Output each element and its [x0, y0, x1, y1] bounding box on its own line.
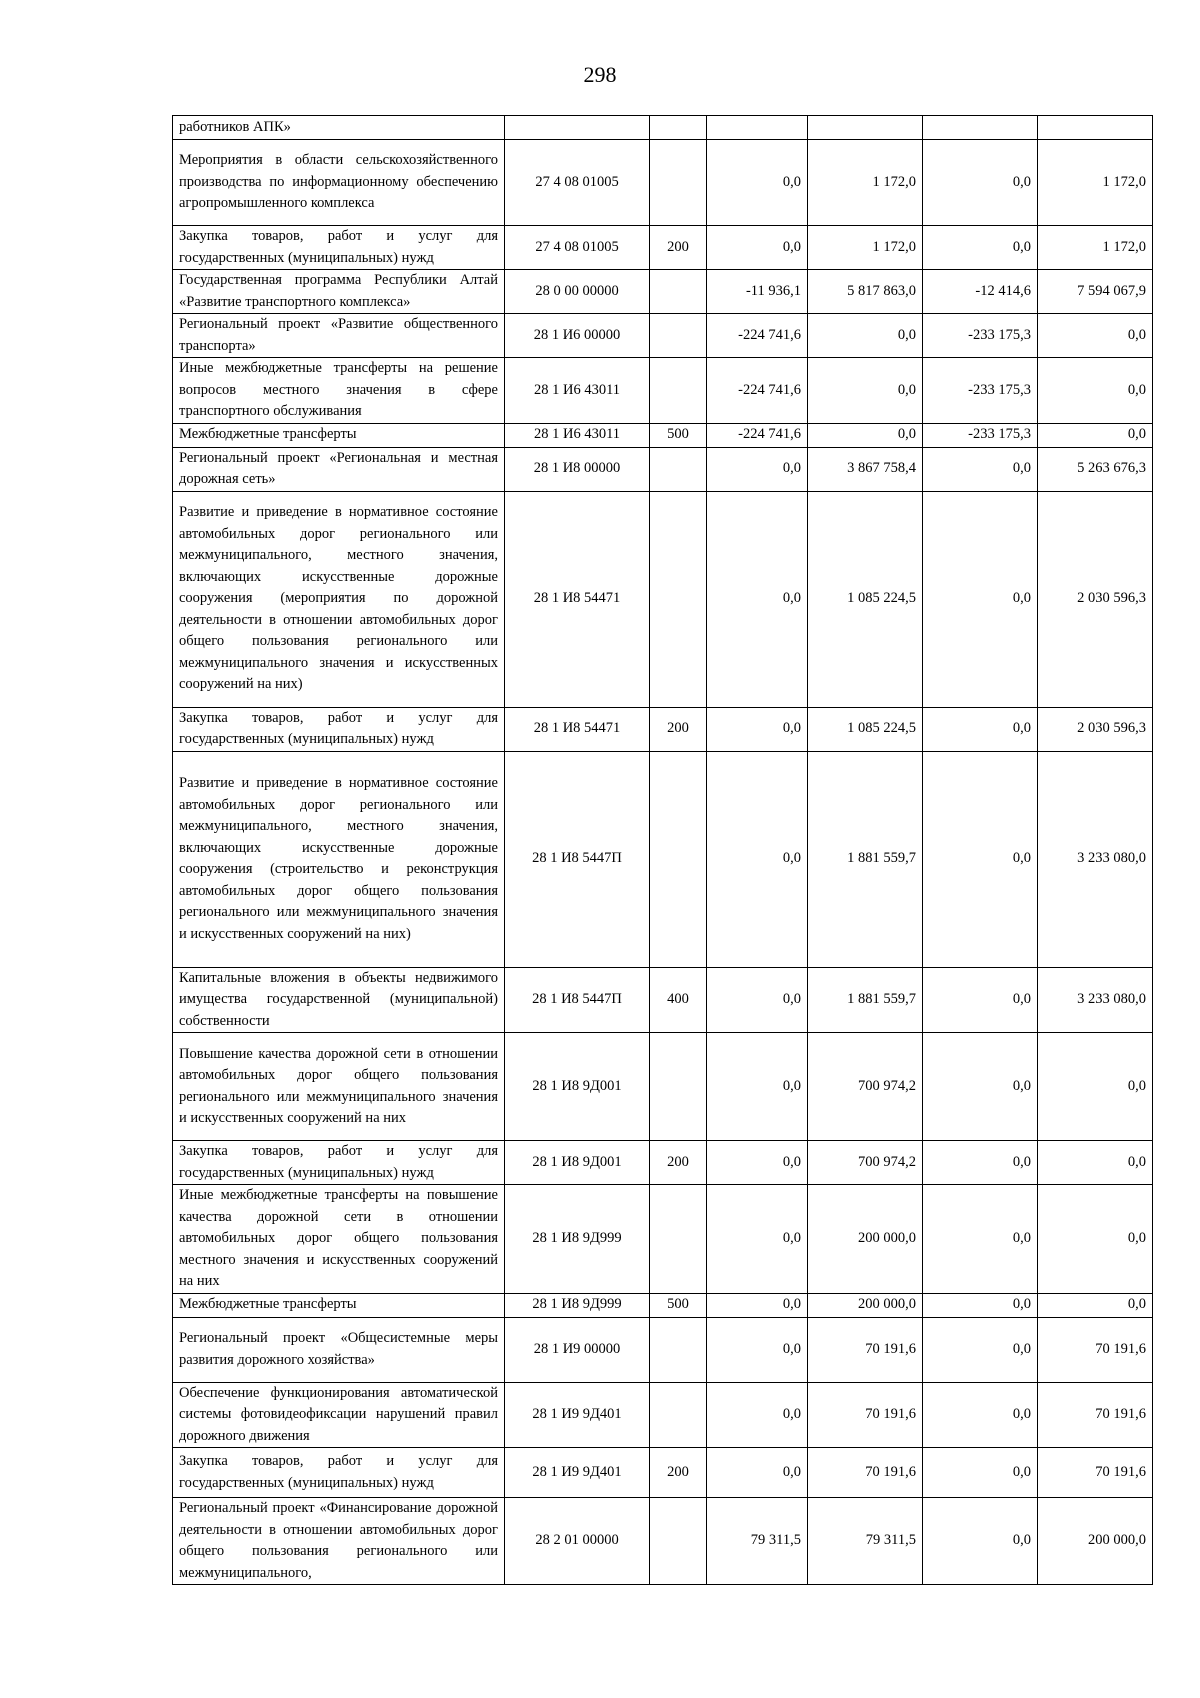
- target-code-cell: 28 1 И9 9Д401: [505, 1382, 650, 1448]
- expense-type-cell: [650, 1317, 707, 1382]
- expense-type-cell: [650, 116, 707, 140]
- amount-4-cell: 0,0: [1038, 314, 1153, 358]
- target-code-cell: 28 1 И8 5447П: [505, 751, 650, 967]
- amount-1-cell: [707, 116, 808, 140]
- amount-3-cell: 0,0: [923, 967, 1038, 1033]
- expense-name-cell: Закупка товаров, работ и услуг для государственных (муниципальных) нужд: [173, 1141, 505, 1185]
- expense-type-cell: [650, 270, 707, 314]
- amount-2-cell: 1 085 224,5: [808, 491, 923, 707]
- amount-1-cell: 0,0: [707, 967, 808, 1033]
- amount-4-cell: 200 000,0: [1038, 1498, 1153, 1585]
- target-code-cell: 27 4 08 01005: [505, 140, 650, 226]
- expense-name-cell: Региональный проект «Финансирование дорожной деятельности в отношении автомобильных дорог общего пользования регионального или межмуниципального,: [173, 1498, 505, 1585]
- table-row: [173, 270, 1153, 314]
- expense-type-cell: 400: [650, 967, 707, 1033]
- target-code-cell: 28 1 И9 00000: [505, 1317, 650, 1382]
- table-row: [173, 1317, 1153, 1382]
- amount-2-cell: 1 172,0: [808, 140, 923, 226]
- amount-2-cell: 200 000,0: [808, 1293, 923, 1317]
- amount-2-cell: 1 172,0: [808, 226, 923, 270]
- expense-type-cell: 200: [650, 1448, 707, 1498]
- table-row: [173, 1498, 1153, 1585]
- amount-4-cell: 5 263 676,3: [1038, 447, 1153, 491]
- budget-table: [172, 115, 1153, 1585]
- amount-1-cell: 0,0: [707, 1141, 808, 1185]
- table-row: [173, 226, 1153, 270]
- amount-2-cell: 1 085 224,5: [808, 707, 923, 751]
- amount-2-cell: 5 817 863,0: [808, 270, 923, 314]
- table-row: [173, 358, 1153, 424]
- amount-1-cell: -224 741,6: [707, 423, 808, 447]
- amount-1-cell: 0,0: [707, 491, 808, 707]
- amount-1-cell: 0,0: [707, 1448, 808, 1498]
- target-code-cell: 28 0 00 00000: [505, 270, 650, 314]
- amount-1-cell: -11 936,1: [707, 270, 808, 314]
- amount-4-cell: 70 191,6: [1038, 1317, 1153, 1382]
- amount-1-cell: 0,0: [707, 1382, 808, 1448]
- amount-4-cell: 7 594 067,9: [1038, 270, 1153, 314]
- expense-type-cell: [650, 1185, 707, 1294]
- amount-2-cell: 700 974,2: [808, 1141, 923, 1185]
- target-code-cell: 28 1 И6 43011: [505, 423, 650, 447]
- target-code-cell: 28 1 И8 9Д999: [505, 1185, 650, 1294]
- expense-name-cell: Иные межбюджетные трансферты на повышение качества дорожной сети в отношении автомобильных дорог общего пользования местного значения и искусственных сооружений на них: [173, 1185, 505, 1294]
- amount-1-cell: 0,0: [707, 447, 808, 491]
- amount-2-cell: 200 000,0: [808, 1185, 923, 1294]
- target-code-cell: 28 2 01 00000: [505, 1498, 650, 1585]
- amount-4-cell: 0,0: [1038, 1033, 1153, 1141]
- table-row: [173, 967, 1153, 1033]
- amount-3-cell: -233 175,3: [923, 314, 1038, 358]
- expense-name-cell: Обеспечение функционирования автоматической системы фотовидеофиксации нарушений правил дорожного движения: [173, 1382, 505, 1448]
- amount-3-cell: 0,0: [923, 1141, 1038, 1185]
- amount-4-cell: 0,0: [1038, 423, 1153, 447]
- table-row: [173, 1382, 1153, 1448]
- expense-type-cell: [650, 140, 707, 226]
- amount-4-cell: [1038, 116, 1153, 140]
- amount-3-cell: -233 175,3: [923, 423, 1038, 447]
- expense-type-cell: 500: [650, 1293, 707, 1317]
- amount-3-cell: 0,0: [923, 491, 1038, 707]
- expense-name-cell: Закупка товаров, работ и услуг для государственных (муниципальных) нужд: [173, 707, 505, 751]
- amount-4-cell: 2 030 596,3: [1038, 707, 1153, 751]
- expense-type-cell: 200: [650, 707, 707, 751]
- budget-table-body: [173, 116, 1153, 1585]
- expense-type-cell: [650, 447, 707, 491]
- amount-3-cell: 0,0: [923, 1498, 1038, 1585]
- target-code-cell: 28 1 И8 54471: [505, 491, 650, 707]
- amount-2-cell: [808, 116, 923, 140]
- expense-type-cell: [650, 751, 707, 967]
- table-row: [173, 140, 1153, 226]
- expense-name-cell: Закупка товаров, работ и услуг для государственных (муниципальных) нужд: [173, 1448, 505, 1498]
- expense-name-cell: Региональный проект «Региональная и местная дорожная сеть»: [173, 447, 505, 491]
- target-code-cell: 28 1 И8 9Д999: [505, 1293, 650, 1317]
- table-row: [173, 423, 1153, 447]
- amount-2-cell: 0,0: [808, 358, 923, 424]
- target-code-cell: [505, 116, 650, 140]
- amount-4-cell: 2 030 596,3: [1038, 491, 1153, 707]
- target-code-cell: 28 1 И8 54471: [505, 707, 650, 751]
- table-row: [173, 1448, 1153, 1498]
- amount-1-cell: 0,0: [707, 1185, 808, 1294]
- expense-type-cell: [650, 358, 707, 424]
- target-code-cell: 28 1 И8 9Д001: [505, 1033, 650, 1141]
- amount-4-cell: 1 172,0: [1038, 226, 1153, 270]
- expense-name-cell: Развитие и приведение в нормативное состояние автомобильных дорог регионального или межмуниципального, местного значения, включающих искусственные дорожные сооружения (мероприятия по дорожной деятельности в отношении автомобильных дорог общего пользования регионального или межмуниципального значения и искусственных сооружений на них): [173, 491, 505, 707]
- amount-3-cell: 0,0: [923, 1185, 1038, 1294]
- amount-3-cell: 0,0: [923, 1033, 1038, 1141]
- target-code-cell: 28 1 И9 9Д401: [505, 1448, 650, 1498]
- table-row: [173, 1033, 1153, 1141]
- expense-name-cell: Мероприятия в области сельскохозяйственного производства по информационному обеспечению агропромышленного комплекса: [173, 140, 505, 226]
- amount-1-cell: 0,0: [707, 1293, 808, 1317]
- amount-4-cell: 0,0: [1038, 358, 1153, 424]
- target-code-cell: 28 1 И8 00000: [505, 447, 650, 491]
- amount-2-cell: 0,0: [808, 314, 923, 358]
- expense-name-cell: Закупка товаров, работ и услуг для государственных (муниципальных) нужд: [173, 226, 505, 270]
- amount-2-cell: 70 191,6: [808, 1317, 923, 1382]
- expense-name-cell: Межбюджетные трансферты: [173, 1293, 505, 1317]
- amount-4-cell: 70 191,6: [1038, 1382, 1153, 1448]
- amount-4-cell: 0,0: [1038, 1293, 1153, 1317]
- amount-4-cell: 0,0: [1038, 1141, 1153, 1185]
- expense-name-cell: Межбюджетные трансферты: [173, 423, 505, 447]
- expense-type-cell: [650, 1033, 707, 1141]
- expense-type-cell: 200: [650, 1141, 707, 1185]
- expense-type-cell: [650, 1382, 707, 1448]
- amount-4-cell: 3 233 080,0: [1038, 967, 1153, 1033]
- table-row: [173, 314, 1153, 358]
- expense-type-cell: 200: [650, 226, 707, 270]
- expense-name-cell: Региональный проект «Общесистемные меры развития дорожного хозяйства»: [173, 1317, 505, 1382]
- table-row: [173, 707, 1153, 751]
- table-row: [173, 1141, 1153, 1185]
- amount-1-cell: -224 741,6: [707, 314, 808, 358]
- amount-1-cell: 0,0: [707, 226, 808, 270]
- amount-4-cell: 70 191,6: [1038, 1448, 1153, 1498]
- amount-1-cell: -224 741,6: [707, 358, 808, 424]
- expense-name-cell: Региональный проект «Развитие общественного транспорта»: [173, 314, 505, 358]
- expense-type-cell: [650, 1498, 707, 1585]
- amount-2-cell: 79 311,5: [808, 1498, 923, 1585]
- amount-2-cell: 1 881 559,7: [808, 751, 923, 967]
- amount-3-cell: 0,0: [923, 1382, 1038, 1448]
- amount-3-cell: [923, 116, 1038, 140]
- amount-3-cell: 0,0: [923, 707, 1038, 751]
- amount-1-cell: 0,0: [707, 140, 808, 226]
- target-code-cell: 28 1 И8 5447П: [505, 967, 650, 1033]
- amount-4-cell: 0,0: [1038, 1185, 1153, 1294]
- amount-3-cell: -233 175,3: [923, 358, 1038, 424]
- table-row: [173, 751, 1153, 967]
- table-row: [173, 1293, 1153, 1317]
- expense-name-cell: Повышение качества дорожной сети в отношении автомобильных дорог общего пользования регионального или межмуниципального значения и искусственных сооружений на них: [173, 1033, 505, 1141]
- amount-3-cell: 0,0: [923, 140, 1038, 226]
- expense-name-cell: Капитальные вложения в объекты недвижимого имущества государственной (муниципальной) собственности: [173, 967, 505, 1033]
- amount-4-cell: 1 172,0: [1038, 140, 1153, 226]
- table-row: [173, 447, 1153, 491]
- page-number: 298: [583, 62, 617, 87]
- amount-2-cell: 1 881 559,7: [808, 967, 923, 1033]
- amount-3-cell: 0,0: [923, 1293, 1038, 1317]
- expense-type-cell: [650, 314, 707, 358]
- expense-name-cell: Государственная программа Республики Алтай «Развитие транспортного комплекса»: [173, 270, 505, 314]
- amount-3-cell: 0,0: [923, 1448, 1038, 1498]
- amount-3-cell: 0,0: [923, 751, 1038, 967]
- amount-2-cell: 70 191,6: [808, 1448, 923, 1498]
- target-code-cell: 27 4 08 01005: [505, 226, 650, 270]
- table-row: [173, 116, 1153, 140]
- table-row: [173, 1185, 1153, 1294]
- target-code-cell: 28 1 И6 00000: [505, 314, 650, 358]
- expense-type-cell: 500: [650, 423, 707, 447]
- amount-3-cell: -12 414,6: [923, 270, 1038, 314]
- amount-1-cell: 0,0: [707, 1033, 808, 1141]
- expense-name-cell: Иные межбюджетные трансферты на решение вопросов местного значения в сфере транспортного обслуживания: [173, 358, 505, 424]
- target-code-cell: 28 1 И8 9Д001: [505, 1141, 650, 1185]
- amount-3-cell: 0,0: [923, 226, 1038, 270]
- table-row: [173, 491, 1153, 707]
- amount-1-cell: 0,0: [707, 1317, 808, 1382]
- amount-3-cell: 0,0: [923, 1317, 1038, 1382]
- expense-type-cell: [650, 491, 707, 707]
- expense-name-cell: работников АПК»: [173, 116, 505, 140]
- amount-1-cell: 0,0: [707, 707, 808, 751]
- amount-2-cell: 0,0: [808, 423, 923, 447]
- amount-2-cell: 700 974,2: [808, 1033, 923, 1141]
- amount-3-cell: 0,0: [923, 447, 1038, 491]
- amount-1-cell: 79 311,5: [707, 1498, 808, 1585]
- amount-2-cell: 70 191,6: [808, 1382, 923, 1448]
- expense-name-cell: Развитие и приведение в нормативное состояние автомобильных дорог регионального или межмуниципального, местного значения, включающих искусственные дорожные сооружения (строительство и реконструкция автомобильных дорог общего пользования регионального или межмуниципального значения и искусственных сооружений на них): [173, 751, 505, 967]
- target-code-cell: 28 1 И6 43011: [505, 358, 650, 424]
- amount-2-cell: 3 867 758,4: [808, 447, 923, 491]
- amount-4-cell: 3 233 080,0: [1038, 751, 1153, 967]
- amount-1-cell: 0,0: [707, 751, 808, 967]
